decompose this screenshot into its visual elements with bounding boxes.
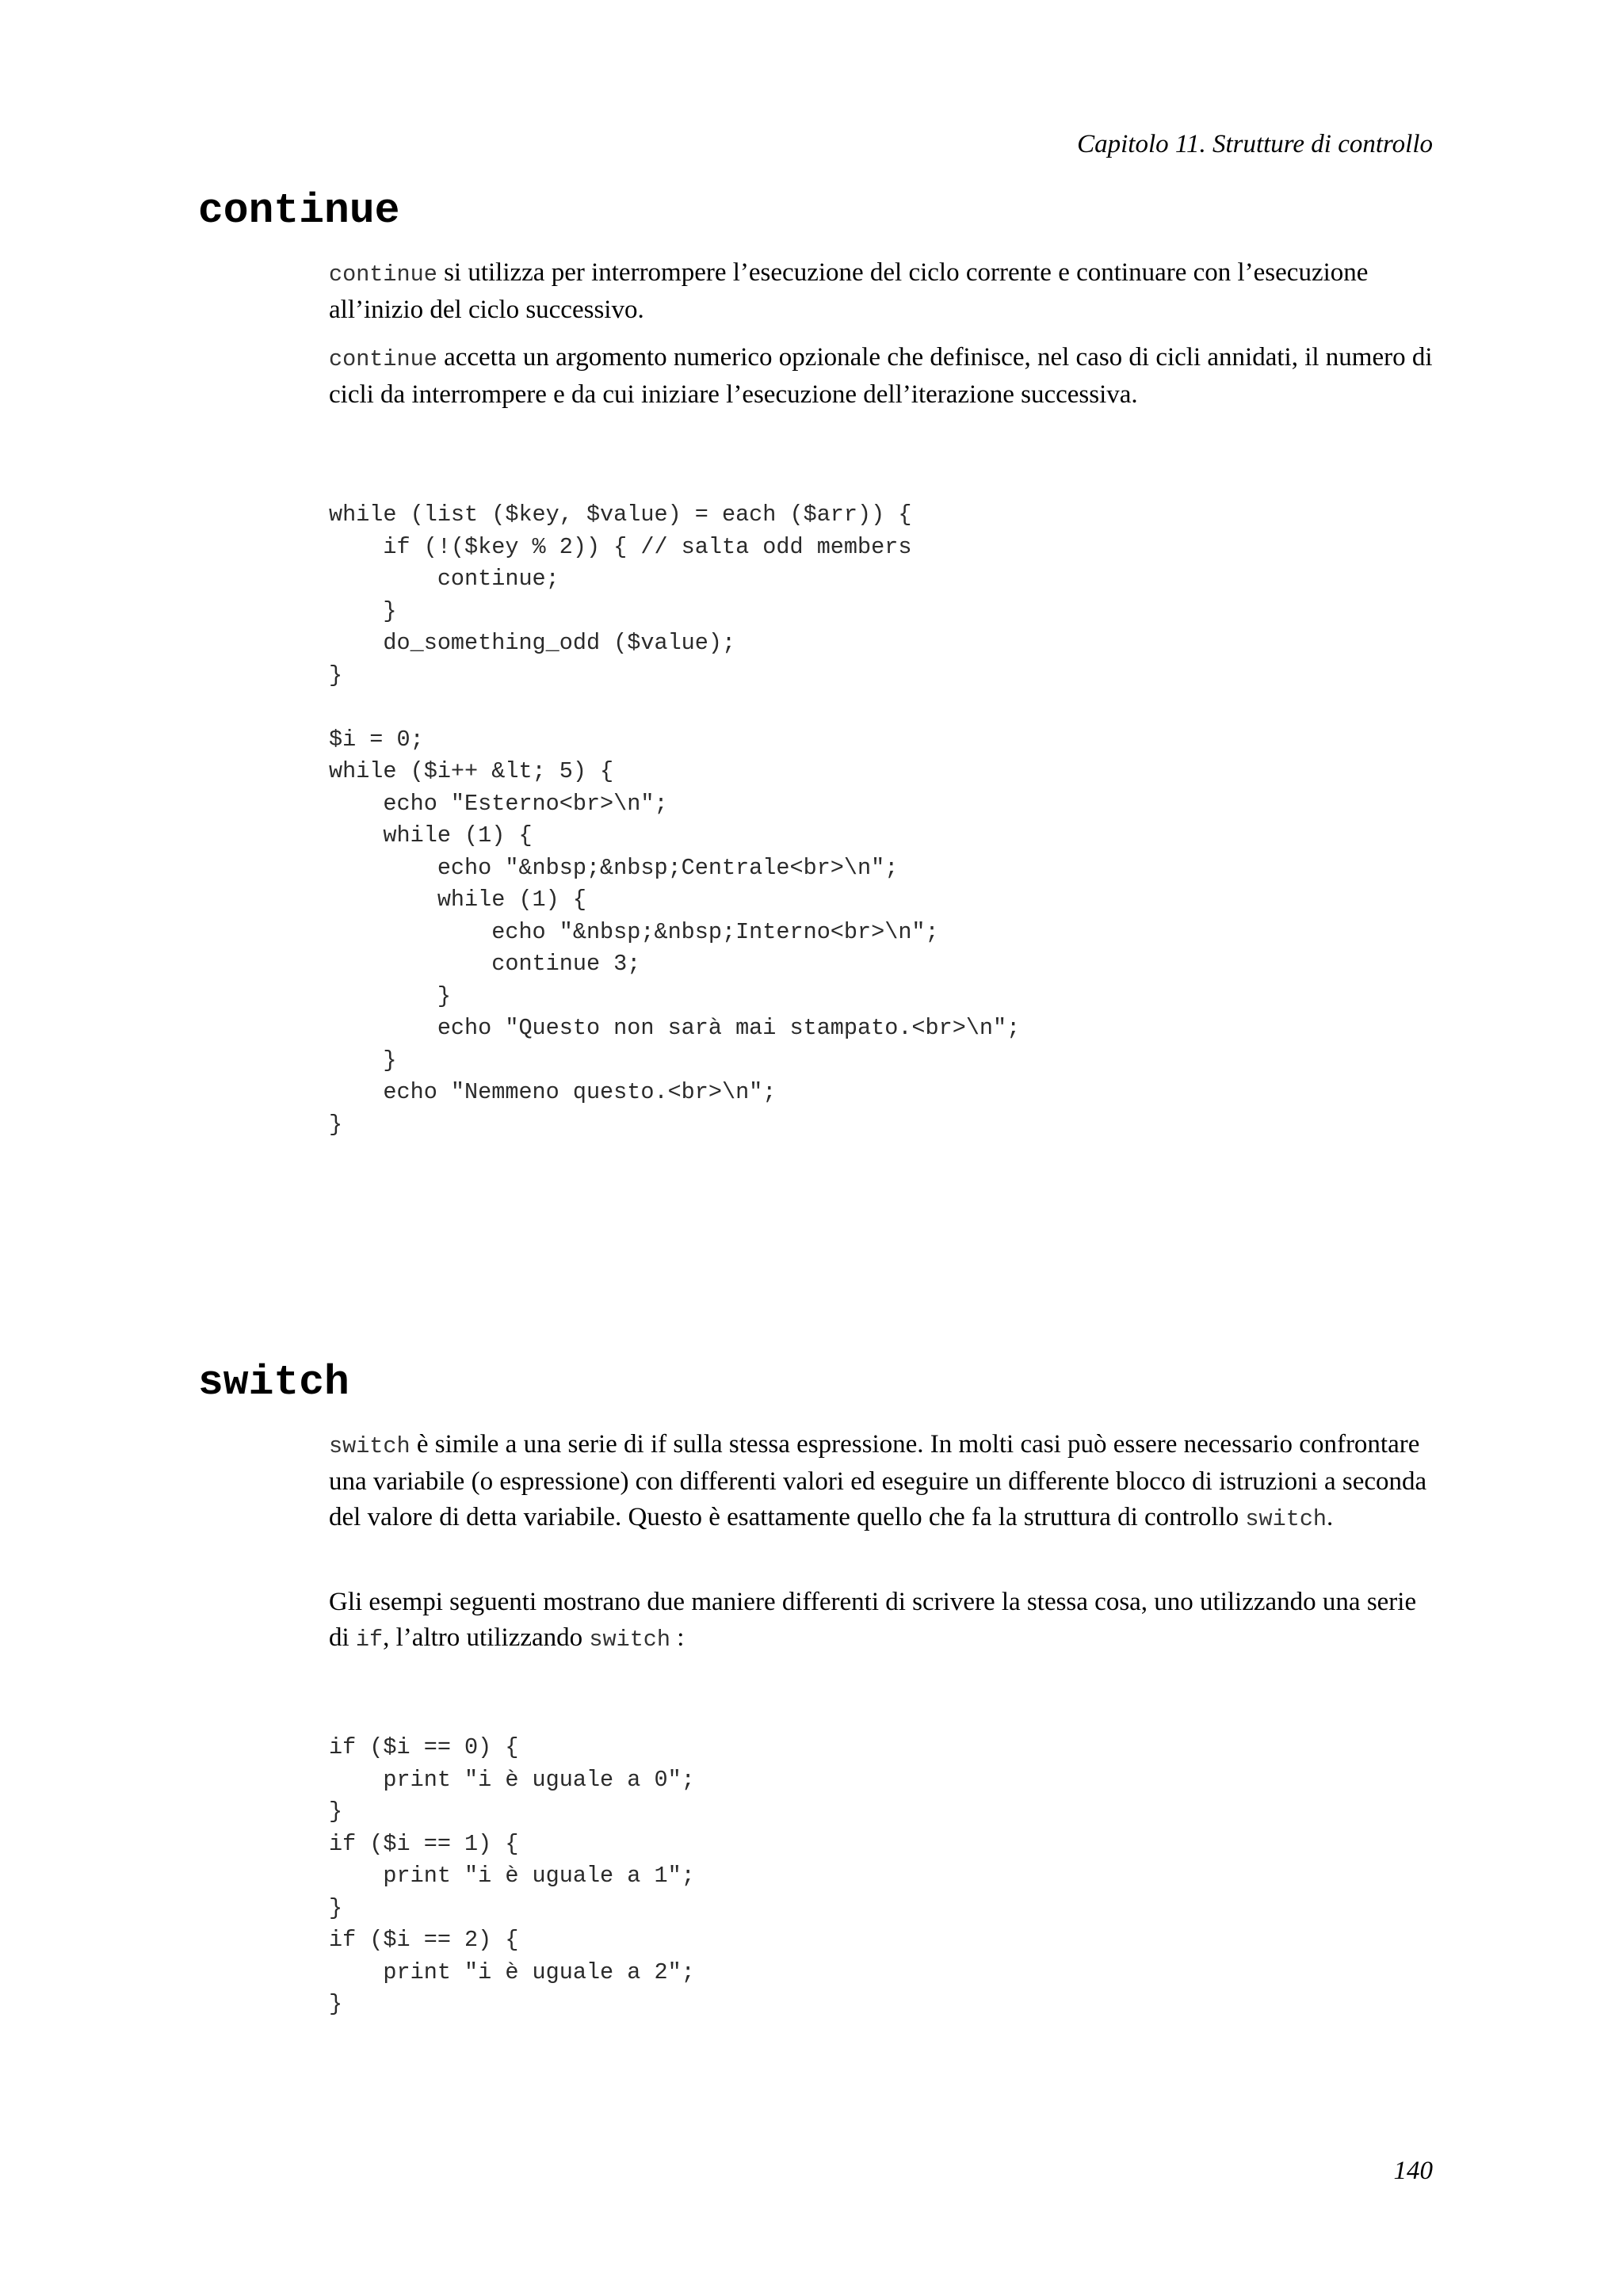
paragraph-text: è simile a una serie di if sulla stessa espressione. In molti casi può essere necessario confrontare una variabile (o espressione) con differenti valori ed eseguire un differente blocco di istruzioni a seconda del valore di detta variabile. Questo è esattamente quello che fa la struttura di controllo: [329, 1430, 1427, 1531]
inline-code-switch: switch: [329, 1433, 411, 1459]
paragraph-text: , l’altro utilizzando: [383, 1623, 590, 1652]
continue-paragraph-1: [329, 255, 1438, 328]
inline-code-switch: switch: [1245, 1506, 1327, 1532]
paragraph-text: :: [670, 1623, 685, 1652]
inline-code-if: if: [355, 1627, 384, 1653]
inline-code-continue: continue: [329, 346, 437, 372]
paragraph-text: accetta un argomento numerico opzionale che definisce, nel caso di cicli annidati, il numero di cicli da interrompere e da cui iniziare l’esecuzione dell’iterazione successiva.: [329, 343, 1433, 409]
code-example-continue: while (list ($key, $value) = each ($arr)) { if (!($key % 2)) { // salta odd members continue; } do_something_odd ($value); } $i = 0; while ($i++ &lt; 5) { echo "Esterno<br>\n"; while (1) { echo "&nbsp;&nbsp;Centrale<br>\n"; while (1) { echo "&nbsp;&nbsp;Interno<br>\n"; continue 3; } echo "Questo non sarà mai stampato.<br>\n"; } echo "Nemmeno questo.<br>\n"; }: [329, 502, 1021, 1138]
page-number: 140: [1393, 2157, 1433, 2185]
switch-paragraph-2: [329, 1585, 1438, 1657]
code-example-if-chain: if ($i == 0) { print "i è uguale a 0"; } if ($i == 1) { print "i è uguale a 1"; } if ($i == 2) { print "i è uguale a 2"; }: [329, 1734, 695, 2017]
section-title-continue: continue: [198, 187, 400, 235]
inline-code-continue: continue: [329, 261, 437, 288]
running-header: Capitolo 11. Strutture di controllo: [1077, 130, 1433, 158]
paragraph-text: si utilizza per interrompere l’esecuzione del ciclo corrente e continuare con l’esecuzione all’inizio del ciclo successivo.: [329, 258, 1369, 324]
inline-code-switch: switch: [589, 1627, 671, 1653]
section-title-switch: switch: [198, 1359, 349, 1406]
paragraph-text: .: [1327, 1503, 1334, 1531]
switch-paragraph-1: [329, 1427, 1438, 1537]
continue-paragraph-2: [329, 340, 1438, 413]
paragraph-text: Gli esempi seguenti mostrano due maniere differenti di scrivere la stessa cosa, uno utilizzando una serie di: [329, 1588, 1417, 1652]
